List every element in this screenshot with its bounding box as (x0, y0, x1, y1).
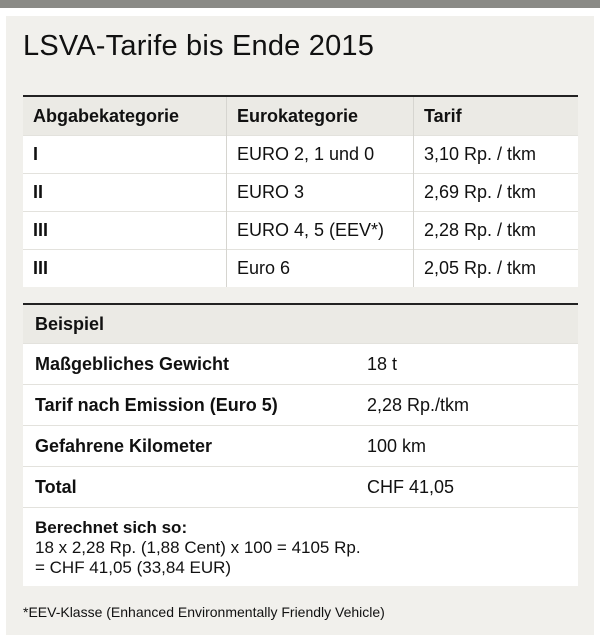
cell-tarif: 2,28 Rp. / tkm (414, 212, 579, 250)
cell-abgabekategorie: III (23, 212, 227, 250)
beispiel-heading: Beispiel (23, 305, 578, 343)
top-bar (0, 0, 600, 8)
cell-abgabekategorie: II (23, 174, 227, 212)
beispiel-row (23, 384, 578, 425)
tarif-table (23, 95, 578, 287)
footnote: *EEV-Klasse (Enhanced Environmentally Friendly Vehicle) (23, 604, 385, 620)
beispiel-box (23, 303, 578, 586)
cell-abgabekategorie: III (23, 250, 227, 288)
beispiel-row (23, 466, 578, 507)
beispiel-value: 2,28 Rp./tkm (367, 395, 470, 415)
page-title: LSVA-Tarife bis Ende 2015 (23, 30, 375, 62)
header-abgabekategorie: Abgabekategorie (23, 96, 227, 136)
cell-eurokategorie: EURO 3 (227, 174, 414, 212)
beispiel-value: CHF 41,05 (367, 477, 455, 497)
table-row (23, 250, 578, 288)
header-tarif: Tarif (414, 96, 579, 136)
calculation-line: 18 x 2,28 Rp. (1,88 Cent) x 100 = 4105 Rp. (35, 538, 361, 557)
calculation-block (23, 507, 578, 586)
beispiel-value: 100 km (367, 436, 427, 456)
table-row (23, 174, 578, 212)
cell-eurokategorie: EURO 2, 1 und 0 (227, 136, 414, 174)
header-eurokategorie: Eurokategorie (227, 96, 414, 136)
cell-tarif: 2,69 Rp. / tkm (414, 174, 579, 212)
cell-abgabekategorie: I (23, 136, 227, 174)
beispiel-row (23, 343, 578, 384)
tarif-header-row (23, 96, 578, 136)
calculation-title: Berechnet sich so: (35, 518, 188, 537)
table-row (23, 212, 578, 250)
cell-tarif: 3,10 Rp. / tkm (414, 136, 579, 174)
table-row (23, 136, 578, 174)
calculation-line: = CHF 41,05 (33,84 EUR) (35, 558, 232, 577)
beispiel-label: Tarif nach Emission (Euro 5) (35, 395, 278, 415)
cell-tarif: 2,05 Rp. / tkm (414, 250, 579, 288)
cell-eurokategorie: Euro 6 (227, 250, 414, 288)
beispiel-label: Gefahrene Kilometer (35, 436, 213, 456)
beispiel-label: Maßgebliches Gewicht (35, 354, 230, 374)
beispiel-value: 18 t (367, 354, 398, 374)
beispiel-label: Total (35, 477, 77, 497)
beispiel-row (23, 425, 578, 466)
cell-eurokategorie: EURO 4, 5 (EEV*) (227, 212, 414, 250)
